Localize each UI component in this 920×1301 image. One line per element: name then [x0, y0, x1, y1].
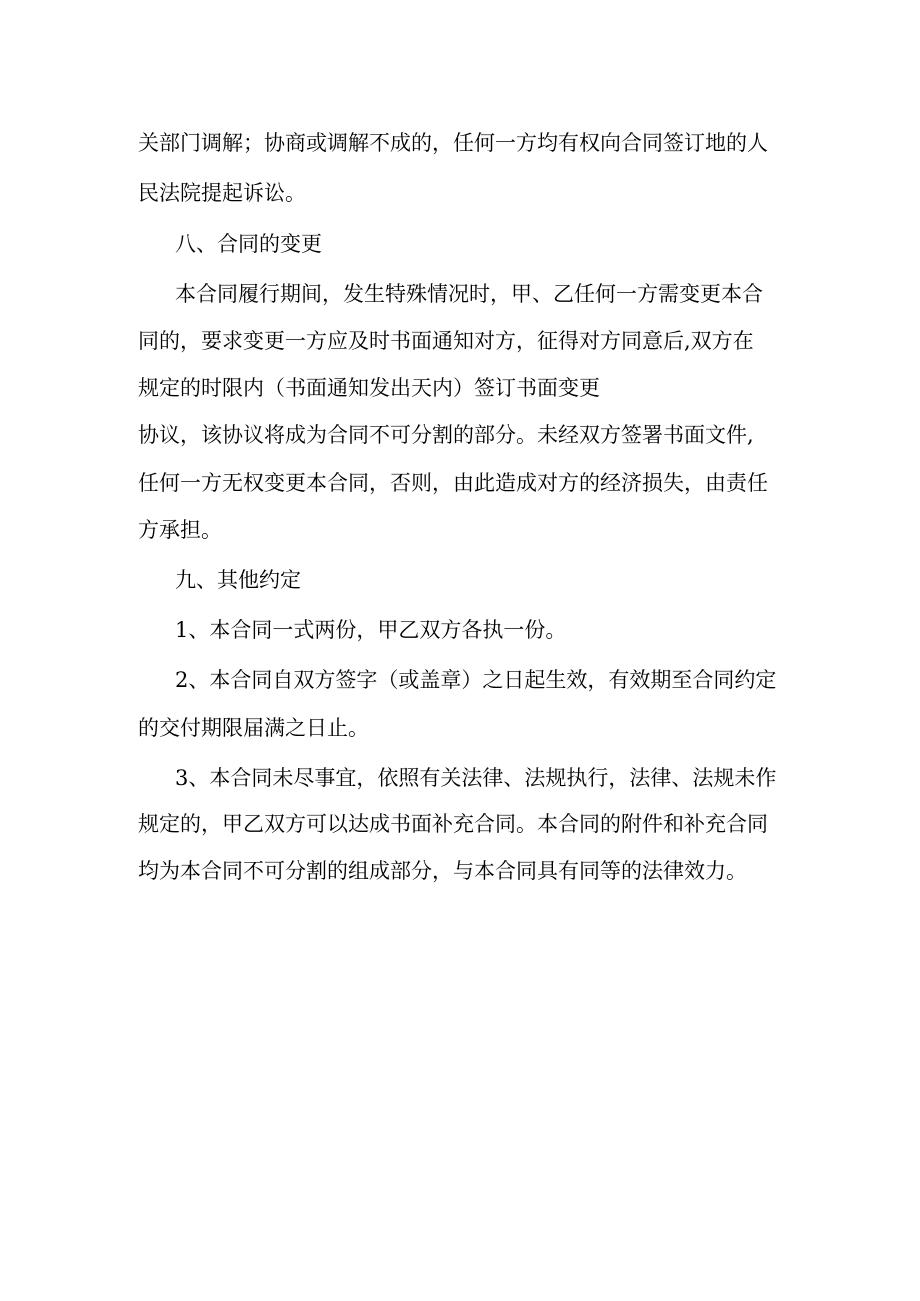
- paragraph-line: 3、本合同未尽事宜，依照有关法律、法规执行，法律、法规未作: [175, 766, 777, 790]
- section-heading: 八、合同的变更: [175, 232, 322, 256]
- paragraph-line: 协议，该协议将成为合同不可分割的部分。未经双方签署书面文件,: [138, 423, 754, 447]
- paragraph-line: 2、本合同自双方签字（或盖章）之日起生效，有效期至合同约定: [175, 668, 777, 692]
- section-heading: 九、其他约定: [175, 568, 301, 592]
- paragraph-line: 本合同履行期间，发生特殊情况时，甲、乙任何一方需变更本合: [175, 282, 763, 306]
- paragraph-line: 的交付期限届满之日止。: [138, 716, 369, 740]
- paragraph-line: 同的，要求变更一方应及时书面通知对方，征得对方同意后,双方在: [138, 329, 754, 353]
- paragraph-line: 均为本合同不可分割的组成部分，与本合同具有同等的法律效力。: [138, 859, 747, 883]
- paragraph-line: 关部门调解；协商或调解不成的，任何一方均有权向合同签订地的人: [138, 131, 768, 155]
- paragraph-line: 规定的，甲乙双方可以达成书面补充合同。本合同的附件和补充合同: [138, 812, 768, 836]
- paragraph-line: 任何一方无权变更本合同，否则，由此造成对方的经济损失，由责任: [138, 471, 768, 495]
- paragraph-line: 民法院提起诉讼。: [138, 181, 306, 205]
- paragraph-line: 1、本合同一式两份，甲乙双方各执一份。: [175, 618, 567, 642]
- paragraph-line: 规定的时限内（书面通知发出天内）签订书面变更: [138, 376, 600, 400]
- paragraph-line: 方承担。: [138, 518, 222, 542]
